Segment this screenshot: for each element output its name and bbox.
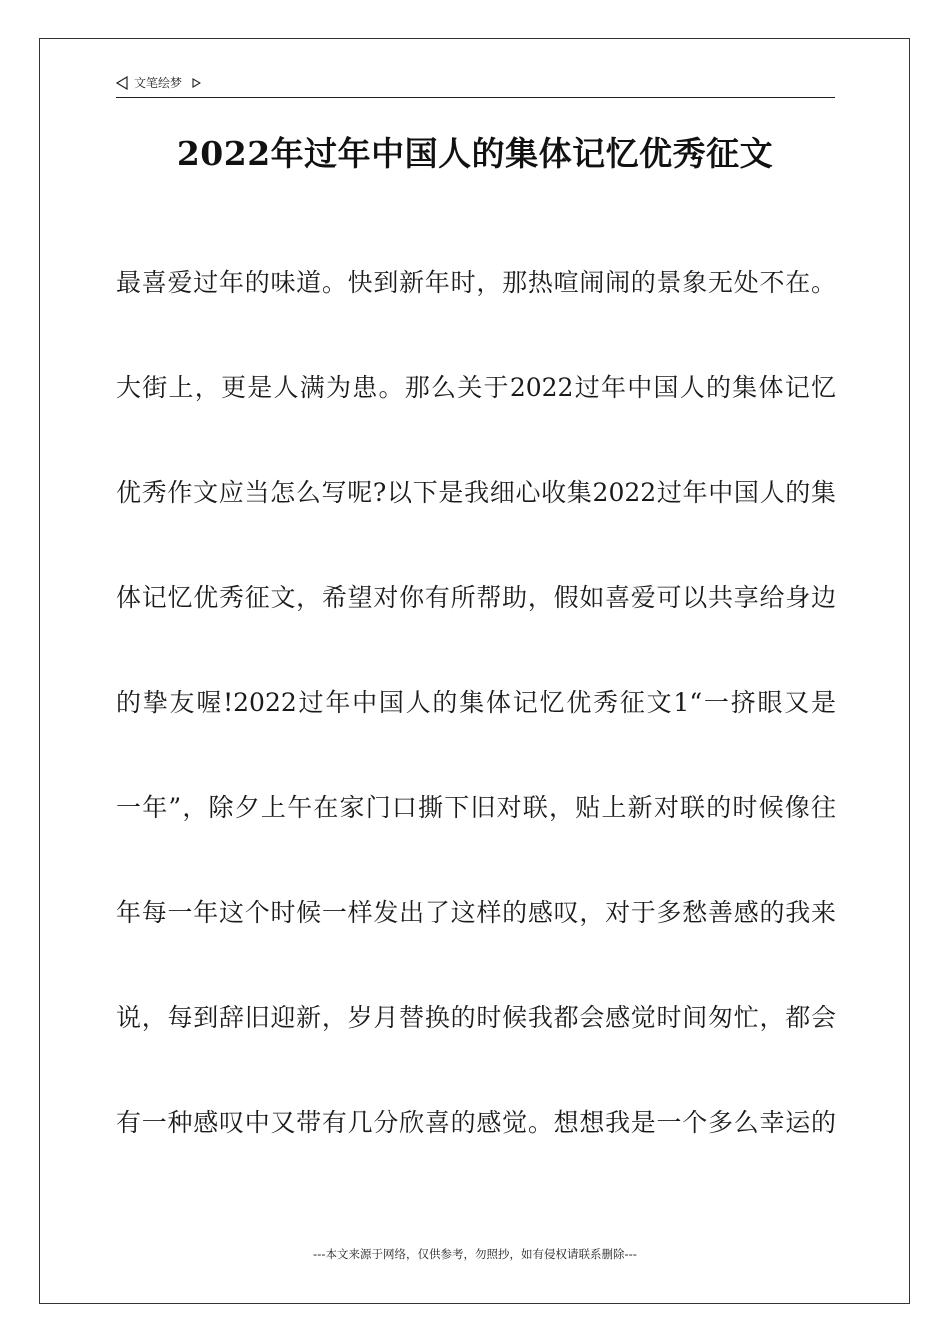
- body-line: 大街上，更是人满为患。那么关于2022过年中国人的集体记忆: [116, 373, 836, 402]
- header-brand-group: [116, 74, 201, 91]
- footer-notice: ---本文来源于网络，仅供参考，勿照抄，如有侵权请联系删除---: [313, 1247, 637, 1261]
- body-line: 最喜爱过年的味道。快到新年时，那热喧闹闹的景象无处不在。: [116, 268, 836, 297]
- body-line: 年每一年这个时候一样发出了这样的感叹，对于多愁善感的我来: [116, 898, 836, 927]
- document-body: [116, 260, 836, 1205]
- page-header: [116, 72, 835, 98]
- header-brand: 文笔绘梦: [134, 76, 183, 90]
- body-line: 一年”，除夕上午在家门口撕下旧对联，贴上新对联的时候像往: [116, 793, 836, 822]
- document-title: 2022年过年中国人的集体记忆优秀征文: [176, 134, 774, 173]
- body-line: 的挚友喔!2022过年中国人的集体记忆优秀征文1“一挤眼又是: [116, 688, 836, 717]
- body-line: 有一种感叹中又带有几分欣喜的感觉。想想我是一个多么幸运的: [116, 1108, 836, 1137]
- triangle-left-icon: [116, 76, 128, 90]
- body-line: 说，每到辞旧迎新，岁月替换的时候我都会感觉时间匆忙，都会: [116, 1003, 836, 1032]
- body-line: 体记忆优秀征文，希望对你有所帮助，假如喜爱可以共享给身边: [116, 583, 836, 612]
- body-line: 优秀作文应当怎么写呢?以下是我细心收集2022过年中国人的集: [116, 478, 836, 507]
- triangle-right-icon: [192, 78, 201, 88]
